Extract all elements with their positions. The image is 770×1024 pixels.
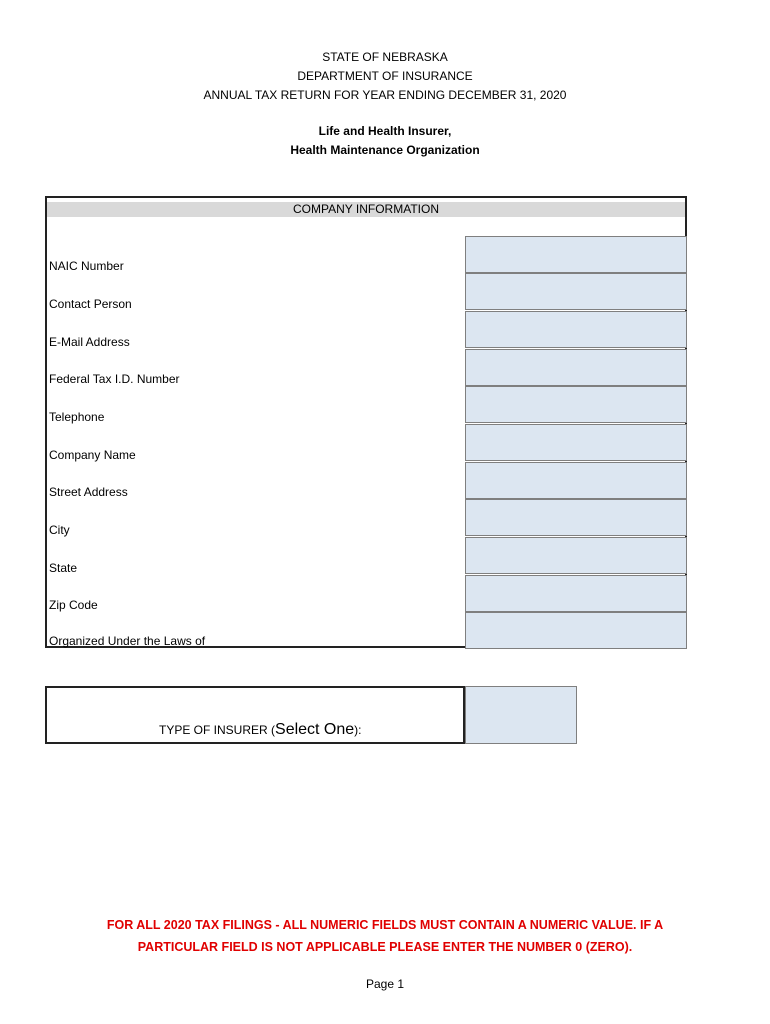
label-zip-code: Zip Code	[49, 598, 98, 612]
label-street-address: Street Address	[49, 485, 128, 499]
company-name-field[interactable]	[465, 424, 687, 461]
naic-number-field[interactable]	[465, 236, 687, 273]
notice-line-2: PARTICULAR FIELD IS NOT APPLICABLE PLEASE ENTER THE NUMBER 0 (ZERO).	[137, 940, 633, 954]
city-field[interactable]	[465, 499, 687, 536]
label-organized-under-laws: Organized Under the Laws of	[49, 634, 206, 648]
notice-line-1: FOR ALL 2020 TAX FILINGS - ALL NUMERIC FIELDS MUST CONTAIN A NUMERIC VALUE. IF A	[106, 918, 664, 932]
insurer-type-label-prefix: TYPE OF INSURER (	[159, 723, 276, 737]
label-email-address: E-Mail Address	[49, 335, 130, 349]
organized-under-laws-field[interactable]	[465, 612, 687, 649]
header-return-title: ANNUAL TAX RETURN FOR YEAR ENDING DECEMBER 31, 2020	[203, 88, 567, 102]
label-naic-number: NAIC Number	[49, 259, 124, 273]
telephone-field[interactable]	[465, 386, 687, 423]
company-information-title: COMPANY INFORMATION	[47, 202, 685, 217]
email-address-field[interactable]	[465, 311, 687, 348]
label-federal-tax-id: Federal Tax I.D. Number	[49, 372, 180, 386]
header-state: STATE OF NEBRASKA	[322, 50, 448, 64]
label-telephone: Telephone	[49, 410, 105, 424]
numeric-fields-notice	[0, 914, 770, 958]
label-state: State	[49, 561, 78, 575]
contact-person-field[interactable]	[465, 273, 687, 310]
insurer-type-select-text: Select One	[275, 721, 355, 738]
state-field[interactable]	[465, 537, 687, 574]
label-city: City	[49, 523, 70, 537]
insurer-type-label	[159, 722, 362, 738]
street-address-field[interactable]	[465, 462, 687, 499]
insurer-type-label-suffix: ):	[354, 723, 362, 737]
company-information-section	[45, 196, 687, 648]
form-header	[0, 48, 770, 105]
subtitle-line-1: Life and Health Insurer,	[318, 124, 452, 138]
subtitle-line-2: Health Maintenance Organization	[290, 143, 480, 157]
insurer-type-select[interactable]	[465, 686, 577, 744]
label-company-name: Company Name	[49, 448, 136, 462]
zip-code-field[interactable]	[465, 575, 687, 612]
insurer-type-section	[45, 686, 465, 744]
form-subtitle	[0, 122, 770, 160]
page-number: Page 1	[365, 977, 405, 991]
header-department: DEPARTMENT OF INSURANCE	[297, 69, 473, 83]
federal-tax-id-field[interactable]	[465, 349, 687, 386]
label-contact-person: Contact Person	[49, 297, 132, 311]
